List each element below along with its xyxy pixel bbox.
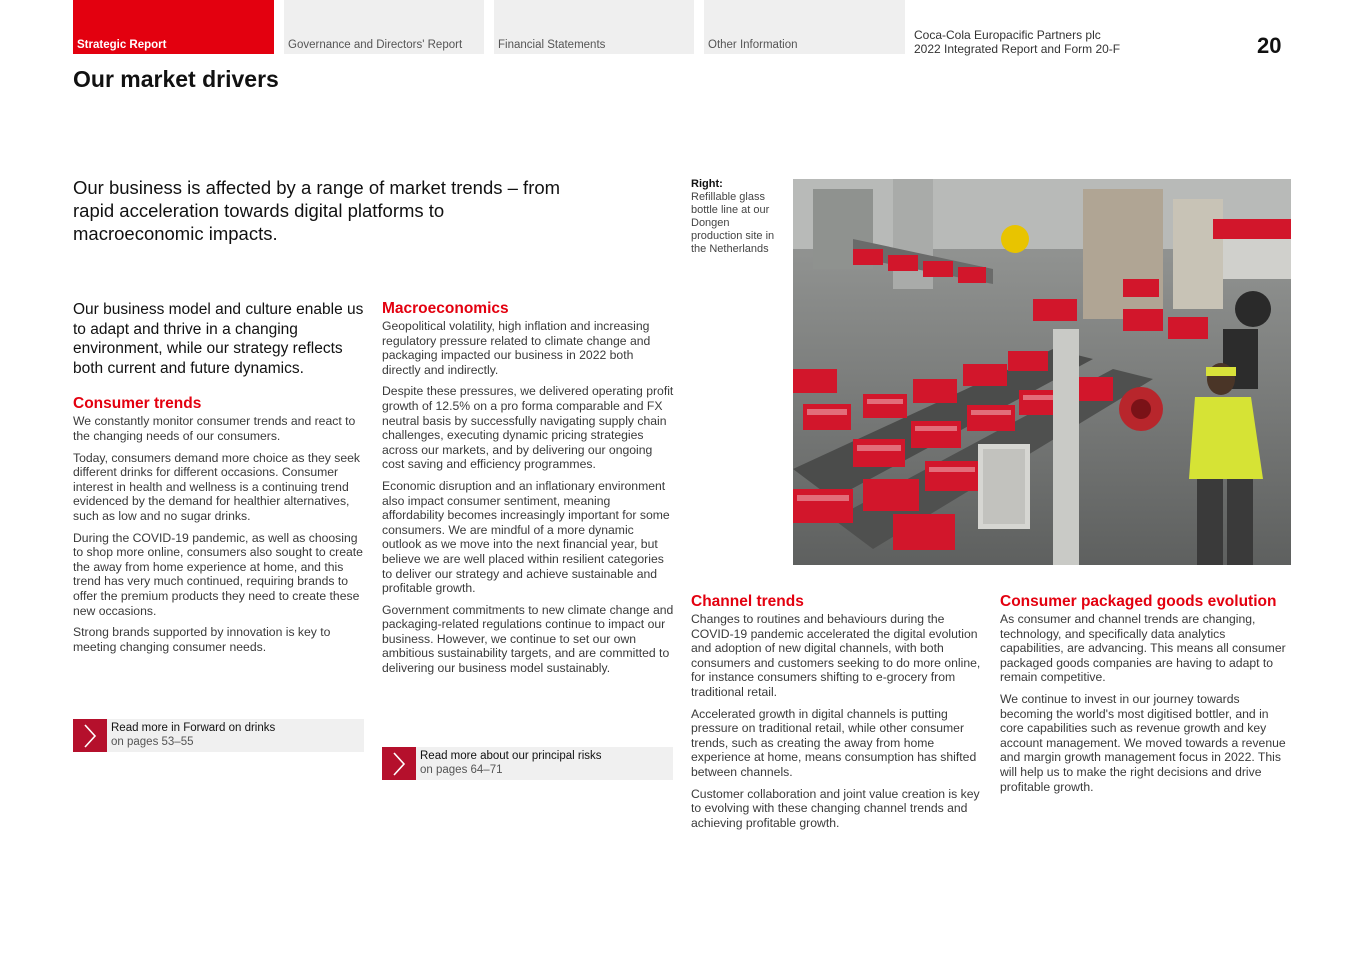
chevron-right-icon	[382, 747, 416, 780]
section-heading: Consumer packaged goods evolution	[1000, 593, 1277, 610]
paragraph: Geopolitical volatility, high inflation and increasing regulatory pressure related to climate change and packaging impacted our business in 2022 both directly and indirectly.	[382, 319, 651, 377]
page-number: 20	[1257, 33, 1282, 58]
page-title: Our market drivers	[73, 66, 279, 92]
read-more-link-risks[interactable]	[382, 747, 673, 780]
read-more-pages: on pages 53–55	[111, 735, 194, 748]
intro-text: Our business is affected by a range of market trends – from rapid acceleration towards digital platforms to macroeconomic impacts.	[73, 177, 561, 244]
tab-financial-statements[interactable]: Financial Statements	[494, 0, 694, 54]
paragraph: Despite these pressures, we delivered operating profit growth of 12.5% on a pro forma comparable and FX neutral basis by successfully navigating supply chain challenges, executing dynamic pricing strategies across our markets, and by delivering our ongoing cost saving and efficiency programmes.	[382, 384, 674, 472]
report-name: 2022 Integrated Report and Form 20-F	[914, 42, 1121, 56]
company-name: Coca-Cola Europacific Partners plc	[914, 28, 1101, 42]
read-more-text	[107, 719, 275, 752]
paragraph: Today, consumers demand more choice as they seek different drinks for different occasions. Consumer interest in health and wellness is a continuing trend evidenced by the demand for healthier alternatives, such as low and no sugar drinks.	[73, 450, 360, 523]
section-heading: Consumer trends	[73, 395, 202, 413]
read-more-link-drinks[interactable]	[73, 719, 364, 752]
read-more-text	[416, 747, 602, 780]
paragraph: Accelerated growth in digital channels is putting pressure on traditional retail, while other consumer trends, such as creating the away from home experience at home, means consumption has shifted between channels.	[691, 706, 977, 779]
column-cpg-evolution	[1000, 593, 1292, 801]
column-consumer-trends	[73, 300, 365, 661]
tab-other-information[interactable]: Other Information	[704, 0, 905, 54]
tab-strategic-report[interactable]: Strategic Report	[73, 0, 274, 54]
read-more-pages: on pages 64–71	[420, 763, 503, 776]
bottling-line-photo	[793, 179, 1291, 565]
paragraph: We constantly monitor consumer trends and react to the changing needs of our consumers.	[73, 414, 356, 443]
paragraph: During the COVID-19 pandemic, as well as choosing to shop more online, consumers also sought to create the away from home experience at home, and this trend has very much continued, requiring brands to offer the premium products they need to create these new occasions.	[73, 530, 363, 618]
chevron-right-icon	[73, 719, 107, 752]
caption-text: Refillable glass bottle line at our Dongen production site in the Netherlands	[691, 191, 775, 255]
read-more-title: Read more about our principal risks	[420, 750, 602, 762]
paragraph: Economic disruption and an inflationary environment also impact consumer sentiment, meaning affordability becomes increasingly important for some consumers. We are mindful of a more dynamic outlook as we move into the next financial year, but believe we are well placed within resilient categories to deliver our strategy and achieve sustainable and profitable growth.	[382, 478, 670, 596]
paragraph: Strong brands supported by innovation is key to meeting changing consumer needs.	[73, 625, 331, 654]
paragraph: Government commitments to new climate change and packaging-related regulations continue to impact our business. However, we continue to set our own ambitious sustainability targets, and are committed to delivering our business model sustainably.	[382, 602, 674, 676]
tab-governance[interactable]: Governance and Directors' Report	[284, 0, 484, 54]
document-title	[914, 28, 1120, 56]
paragraph: Customer collaboration and joint value creation is key to evolving with these changing channel trends and achieving profitable growth.	[691, 786, 980, 830]
column-channel-trends	[691, 593, 983, 837]
read-more-title: Read more in Forward on drinks	[111, 722, 276, 734]
bottling-line-illustration	[793, 179, 1291, 565]
paragraph: Changes to routines and behaviours during the COVID-19 pandemic accelerated the digital evolution and adoption of new digital channels, with both consumers and customers seeking to do more online, for instance consumers shifting to e-grocery from traditional retail.	[691, 612, 981, 699]
lead-text: Our business model and culture enable us to adapt and thrive in a changing environment, while our strategy reflects both current and future dynamics.	[73, 301, 364, 377]
photo-caption	[691, 178, 781, 256]
caption-label: Right:	[691, 178, 723, 190]
section-heading: Channel trends	[691, 593, 804, 610]
paragraph: We continue to invest in our journey towards becoming the world's most digitised bottler, and in core capabilities such as revenue growth and key account management. We moved towards a revenue and margin growth management focus in 2022. This will help us to make the right decisions and drive profitable growth.	[1000, 691, 1286, 794]
paragraph: As consumer and channel trends are changing, technology, and specifically data analytics capabilities, are advancing. This means all consumer packaged goods companies are having to adapt to remain competitive.	[1000, 612, 1286, 685]
section-heading: Macroeconomics	[382, 300, 509, 317]
column-macroeconomics	[382, 300, 674, 683]
